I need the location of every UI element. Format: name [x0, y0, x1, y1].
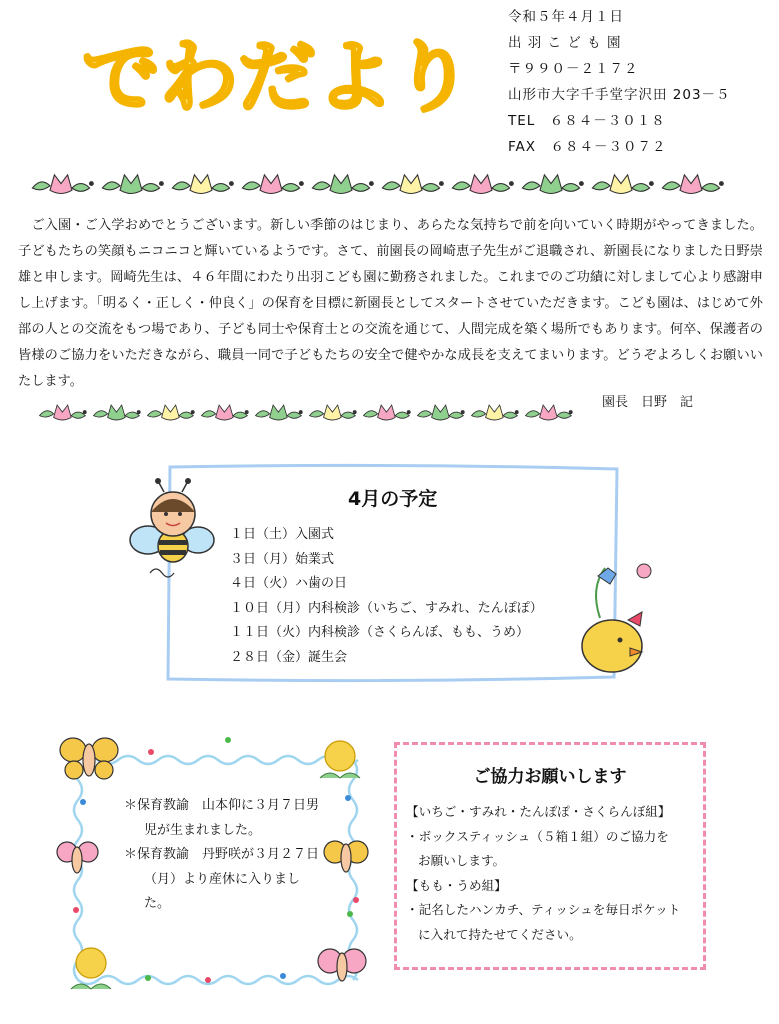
schedule-item: ４日（火）ハ歯の日 [230, 576, 348, 591]
principal-signature: 園長 日野 記 [602, 395, 694, 410]
notice-item: ＊保育教諭 山本仰に３月７日男児が生まれました。 [124, 798, 320, 838]
tulip-garland-bottom [36, 398, 576, 426]
tulip-icon [310, 405, 357, 420]
request-title: ご協力お願いします [473, 767, 627, 787]
dandelion-icon [315, 738, 365, 783]
tulip-icon [452, 175, 513, 194]
greeting-paragraph: ご入園・ご入学おめでとうございます。新しい季節のはじまり、あらたな気持ちで前を向いていく時期がやってきました。子どもたちの笑顔もニコニコと輝いているようです。さて、前園長の岡崎恵子先生がご退職され、新園長になりました日野崇雄と申します。岡崎先生は、４６年間にわたり出羽こども園に勤務されました。これまでのご功績に対しまして心より感謝申し上げます。「明るく・正しく・仲良く」の保育を目標に新園長としてスタートさせていただきます。こども園は、はじめて外部の人との交流をもつ場であり、子ども同士や保育士との交流を通じて、人間完成を築く場所でもあります。何卒、保護者の皆様のご協力をいただきながら、職員一同で子どもたちの安全で健やかな成長を支えてまいります。どうぞよろしくお願いいたします。 [18, 218, 763, 389]
request-line: ・記名したハンカチ、ティッシュを毎日ポケット [406, 902, 681, 917]
request-line: ・ボックスティッシュ（５箱１組）のご協力を [406, 828, 669, 844]
header-info [508, 4, 768, 160]
tulip-icon [102, 175, 163, 194]
phone: TEL ６８４－３０１８ [508, 113, 666, 129]
schedule-list [230, 523, 543, 670]
schedule-item: １１日（火）内科検診（さくらんぼ、もも、うめ） [230, 625, 530, 640]
tulip-icon [172, 175, 233, 194]
tulip-icon [32, 175, 93, 194]
postal-code: 〒９９０－２１７２ [508, 61, 639, 77]
butterfly-icon [58, 734, 120, 782]
chick-illustration [570, 558, 660, 676]
tulip-icon [40, 405, 87, 420]
tulip-icon [312, 175, 373, 194]
tulip-icon [418, 405, 465, 420]
tulip-icon [472, 405, 519, 420]
tulip-icon [364, 405, 411, 420]
request-group-heading: 【いちご・すみれ・たんぽぽ・さくらんぼ組】 [406, 804, 671, 819]
fax: FAX ６８４－３０７２ [508, 139, 667, 155]
newsletter-title [78, 18, 478, 128]
tulip-icon [662, 175, 723, 194]
schedule-item: １日（土）入園式 [230, 527, 335, 542]
schedule-title: 4月の予定 [348, 488, 438, 510]
notice-list [124, 794, 324, 917]
bee-illustration [128, 478, 218, 583]
dandelion-icon [66, 945, 116, 993]
tulip-icon [202, 405, 249, 420]
butterfly-icon [316, 943, 368, 985]
tulip-icon [522, 175, 583, 194]
request-line: に入れて持たせてください。 [418, 926, 582, 942]
tulip-icon [256, 405, 303, 420]
tulip-icon [382, 175, 443, 194]
tulip-icon [242, 175, 303, 194]
butterfly-icon [322, 836, 370, 876]
tulip-garland-top [28, 166, 728, 200]
tulip-icon [526, 405, 573, 420]
address: 山形市大字千手堂字沢田 203－５ [508, 87, 731, 103]
butterfly-icon [55, 838, 100, 878]
tulip-icon [592, 175, 653, 194]
notice-item: ＊保育教諭 丹野咲が３月２７日（月）より産休に入りました。 [124, 847, 320, 911]
schedule-item: １０日（月）内科検診（いちご、すみれ、たんぽぽ） [230, 600, 543, 616]
schedule-item: ３日（月）始業式 [230, 551, 335, 567]
tulip-icon [148, 405, 195, 420]
title-text: でわだより [82, 33, 473, 123]
request-body [406, 800, 706, 947]
school-name: 出 羽 こ ど も 園 [508, 35, 622, 51]
request-group-heading: 【もも・うめ組】 [406, 877, 507, 893]
issue-date: 令和５年４月１日 [508, 9, 624, 25]
request-line: お願いします。 [418, 853, 506, 868]
schedule-item: ２８日（金）誕生会 [230, 649, 348, 665]
tulip-icon [94, 405, 141, 420]
